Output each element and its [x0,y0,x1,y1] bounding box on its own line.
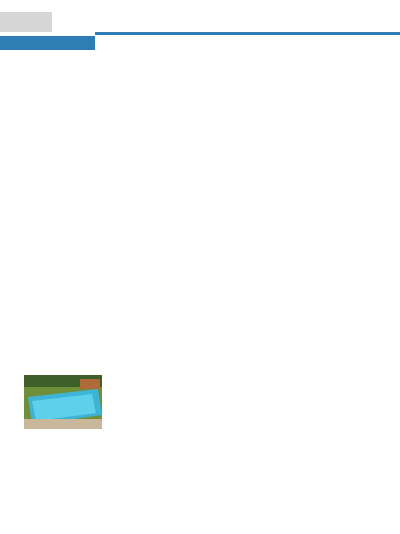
page-header [0,0,400,40]
header-rule [95,32,400,35]
water-chart [255,375,385,495]
chapter-tab [0,36,95,50]
page-number [0,12,52,32]
swimming-pool-photo [24,375,102,429]
